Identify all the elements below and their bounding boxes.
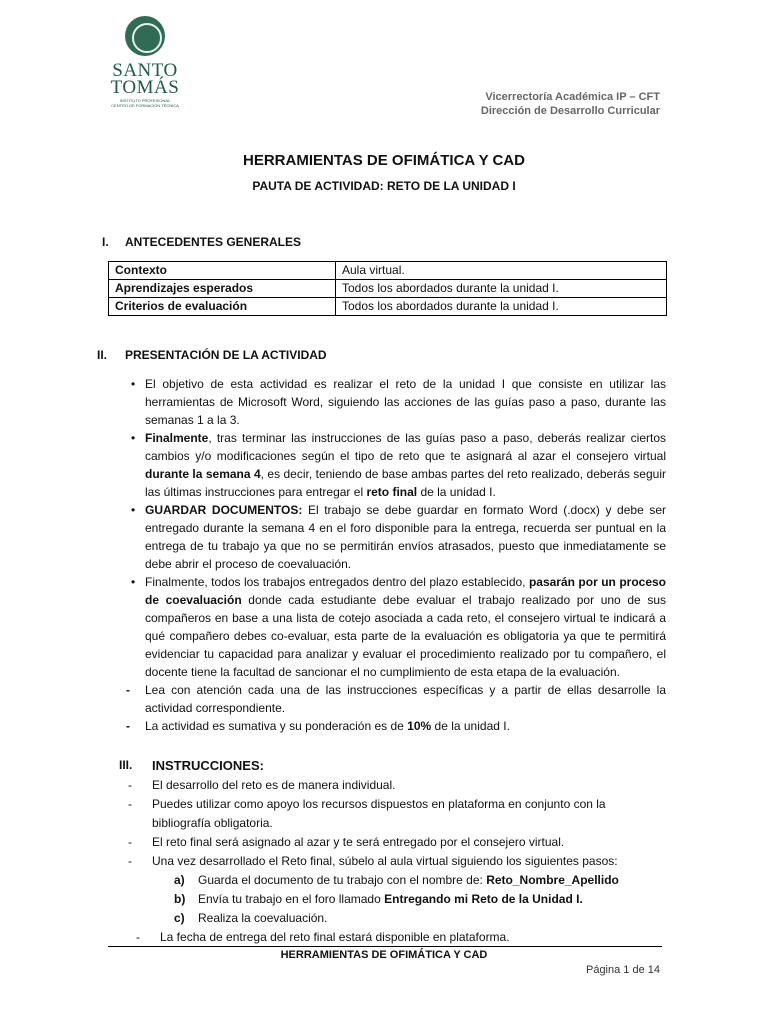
bullet-text: donde cada estudiante debe evaluar el trabajo realizado por uno de sus compañeros en base a una lista de cotejo asociada a cada reto, el consejero virtual te indicará a qué compañero debes co-evaluar, esta parte de la evaluación es obligatoria ya que te permitirá evidenciar tu capacidad para analizar y evaluar el procedimiento realizado por tu compañero, el docente tiene la facultad de sancionar el no cumplimiento de esta etapa de la evaluación. [145,593,666,679]
dash-icon: - [128,854,132,868]
dash-icon: - [126,719,130,733]
bullet-bold: Finalmente [145,431,209,445]
dash-icon: - [128,778,132,792]
dash-icon: - [136,930,140,944]
table-value: Todos los abordados durante la unidad I. [336,280,667,298]
table-row [109,280,667,298]
table-key: Contexto [109,262,336,280]
table-row [109,298,667,316]
bullet-text: , tras terminar las instrucciones de las guías paso a paso, deberás realizar ciertos cambios y/o modificaciones según el tipo de reto que te asignará al azar el consejero virtual [145,431,666,463]
footer-title: HERRAMIENTAS DE OFIMÁTICA Y CAD [280,949,488,961]
bullet-text: de la unidad I. [417,485,496,499]
bullet-icon: • [131,575,136,589]
table-value: Todos los abordados durante la unidad I. [336,298,667,316]
bullet-icon: • [131,503,136,517]
bullet-bold: GUARDAR DOCUMENTOS: [145,503,303,517]
bullet-bold: durante la semana 4 [145,467,261,481]
sub-step-bold: Reto_Nombre_Apellido [486,873,619,887]
section-3-heading: INSTRUCCIONES: [152,758,264,773]
list-item [126,429,666,501]
logo-line-1: SANTO [112,60,178,81]
sub-step-text: Guarda el documento de tu trabajo con el nombre de: [198,873,487,887]
logo-tag-1: INSTITUTO PROFESIONAL [119,98,171,103]
instruction-text: Una vez desarrollado el Reto final, súbelo al aula virtual siguiendo los siguientes pasos: [152,854,618,868]
list-item [126,375,666,429]
bullet-text: El objetivo de esta actividad es realizar el reto de la unidad I que consiste en utilizar las herramientas de Microsoft Word, siguiendo las acciones de las guías paso a paso, durante las semanas 1 a la 3. [145,377,666,427]
sub-step-text: Realiza la coevaluación. [198,911,328,925]
document-subtitle: PAUTA DE ACTIVIDAD: RETO DE LA UNIDAD I [252,179,516,193]
bullet-text: El trabajo se debe guardar en formato Word (.docx) y debe ser entregado durante la semana 4 en el foro disponible para la entrega, recuerda ser puntual en la entrega de tu trabajo ya que no se permitirán envíos atrasados, puesto que inmediatamente se debe abrir el proceso de coevaluación. [145,503,667,571]
instruction-text: Puedes utilizar como apoyo los recursos dispuestos en plataforma en conjunto con la bibliografía obligatoria. [152,797,606,830]
bullet-icon: • [131,431,136,445]
logo-tag-2: CENTRO DE FORMACIÓN TÉCNICA [111,103,179,108]
bullet-bold: reto final [366,485,418,499]
bullet-bold: 10% [407,719,432,733]
section-1-number: I. [102,235,109,249]
list-item [128,776,658,795]
activity-presentation [126,375,666,735]
general-info-table [108,261,667,316]
bullet-text: Finalmente, todos los trabajos entregados dentro del plazo establecido, [145,575,529,589]
list-item [126,681,666,717]
sub-step-label: c) [174,911,185,925]
instruction-text: El reto final será asignado al azar y te será entregado por el consejero virtual. [152,835,565,849]
sub-step-label: b) [174,892,186,906]
list-item [126,573,666,681]
dash-icon: - [128,797,132,811]
page-number: Página 1 de 14 [585,964,660,976]
bullet-text: Lea con atención cada una de las instrucciones específicas y a partir de ellas desarrolle la actividad correspondiente. [145,683,666,715]
instruction-text: El desarrollo del reto es de manera individual. [152,778,396,792]
section-1-heading: ANTECEDENTES GENERALES [125,235,302,249]
seal-icon [125,16,165,56]
sub-step-a [174,871,658,890]
table-key: Criterios de evaluación [109,298,336,316]
dash-icon: - [126,683,130,697]
document-title: HERRAMIENTAS DE OFIMÁTICA Y CAD [243,152,525,169]
section-2-number: II. [97,348,108,362]
sub-step-label: a) [174,873,185,887]
instruction-text: La fecha de entrega del reto final estará disponible en plataforma. [160,930,510,944]
santo-tomas-logo [104,16,186,108]
sub-step-text: Envía tu trabajo en el foro llamado [198,892,385,906]
header-institution [481,90,660,118]
header-line-2: Dirección de Desarrollo Curricular [480,105,660,117]
list-item [128,795,658,833]
instructions-list [128,776,658,947]
bullet-text: , es decir, teniendo de base ambas partes del reto realizado, deberás seguir las últimas instrucciones para entregar el [145,467,666,499]
bullet-icon: • [131,377,136,391]
table-row [109,262,667,280]
bullet-bold: pasarán por un proceso de coevaluación [145,575,667,607]
sub-step-bold: Entregando mi Reto de la Unidad I. [384,892,583,906]
footer-divider [108,946,662,947]
list-item [128,833,658,852]
dash-icon: - [128,835,132,849]
sub-step-c [174,909,658,928]
logo-tagline [104,98,186,108]
bullet-text: La actividad es sumativa y su ponderación es de [145,719,408,733]
logo-line-2: TOMÁS [110,77,180,98]
sub-steps [174,871,658,928]
bullet-text: de la unidad I. [431,719,510,733]
list-item [128,852,658,871]
header-line-1: Vicerrectoría Académica IP – CFT [485,91,660,103]
section-2-heading: PRESENTACIÓN DE LA ACTIVIDAD [125,348,327,362]
table-value: Aula virtual. [336,262,667,280]
table-key: Aprendizajes esperados [109,280,336,298]
list-item [126,717,666,735]
logo-wordmark [104,62,186,96]
list-item [126,501,666,573]
section-3-number: III. [119,758,133,772]
list-item [136,928,658,947]
sub-step-b [174,890,658,909]
